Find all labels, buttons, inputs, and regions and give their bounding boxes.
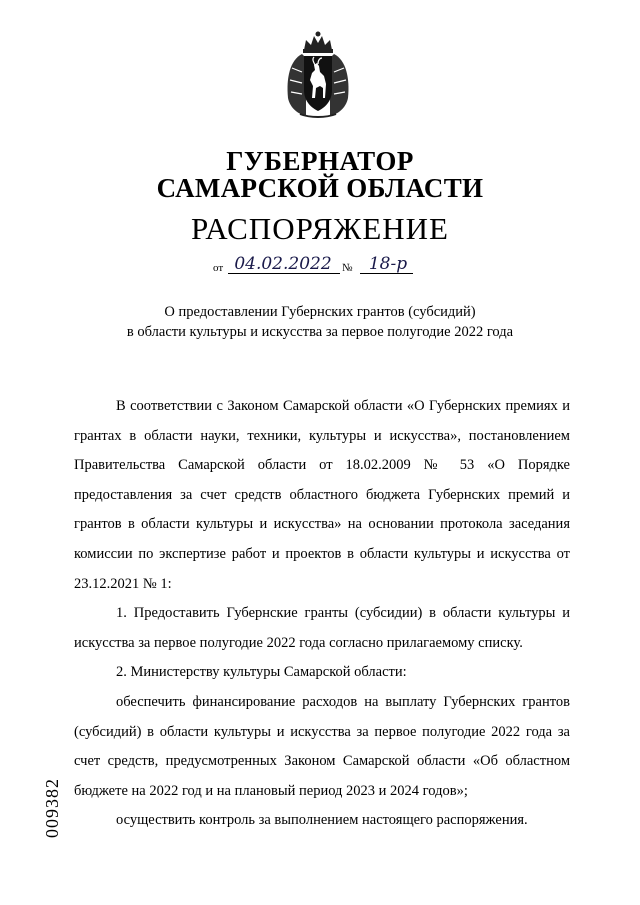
region-title: САМАРСКОЙ ОБЛАСТИ bbox=[156, 173, 484, 203]
paragraph-preamble: В соответствии с Законом Самарской области «О Губернских премиях и грантах в области науки, техники, культуры и искусства», постановлением Правительства Самарской области от 18.02.2009 № 53 «О Порядке предоставления за счет средств областного бюджета Губернских премий и грантов в области культуры и искусства» на основании протокола заседания комиссии по экспертизе работ и проектов в области культуры и искусства от 23.12.2021 № 1: bbox=[74, 398, 570, 592]
paragraph-item-1: 1. Предоставить Губернские гранты (субсидии) в области культуры и искусства за первое полугодие 2022 года согласно прилагаемому списку. bbox=[74, 605, 570, 651]
paragraph-financing: обеспечить финансирование расходов на выплату Губернских грантов (субсидий) в области культуры и искусства за первое полугодие 2022 года за счет средств, предусмотренных Законом Самарской области «Об областном бюджете на 2022 год и на плановый период 2023 и 2024 годов»; bbox=[74, 693, 570, 799]
document-subject bbox=[0, 302, 640, 342]
stamp-number: 009382 bbox=[42, 778, 62, 838]
number-label: № bbox=[342, 262, 353, 274]
date-number-line bbox=[213, 254, 433, 278]
paragraph-item-2: 2. Министерству культуры Самарской области: bbox=[116, 664, 407, 681]
governor-title: ГУБЕРНАТОР bbox=[226, 146, 414, 176]
document-body bbox=[74, 392, 570, 836]
coat-of-arms-icon bbox=[280, 28, 356, 120]
date-underline bbox=[228, 273, 340, 274]
handwritten-number: 18-р bbox=[368, 254, 408, 274]
date-prefix: от bbox=[213, 262, 224, 274]
subject-line-1: О предоставлении Губернских грантов (субсидий) bbox=[164, 304, 476, 320]
paragraph-control: осуществить контроль за выполнением настоящего распоряжения. bbox=[116, 812, 528, 829]
subject-line-2: в области культуры и искусства за первое полугодие 2022 года bbox=[126, 324, 514, 340]
registration-stamp bbox=[40, 770, 64, 840]
number-underline bbox=[360, 273, 413, 274]
document-type: РАСПОРЯЖЕНИЕ bbox=[191, 211, 449, 246]
handwritten-date: 04.02.2022 bbox=[234, 254, 332, 274]
